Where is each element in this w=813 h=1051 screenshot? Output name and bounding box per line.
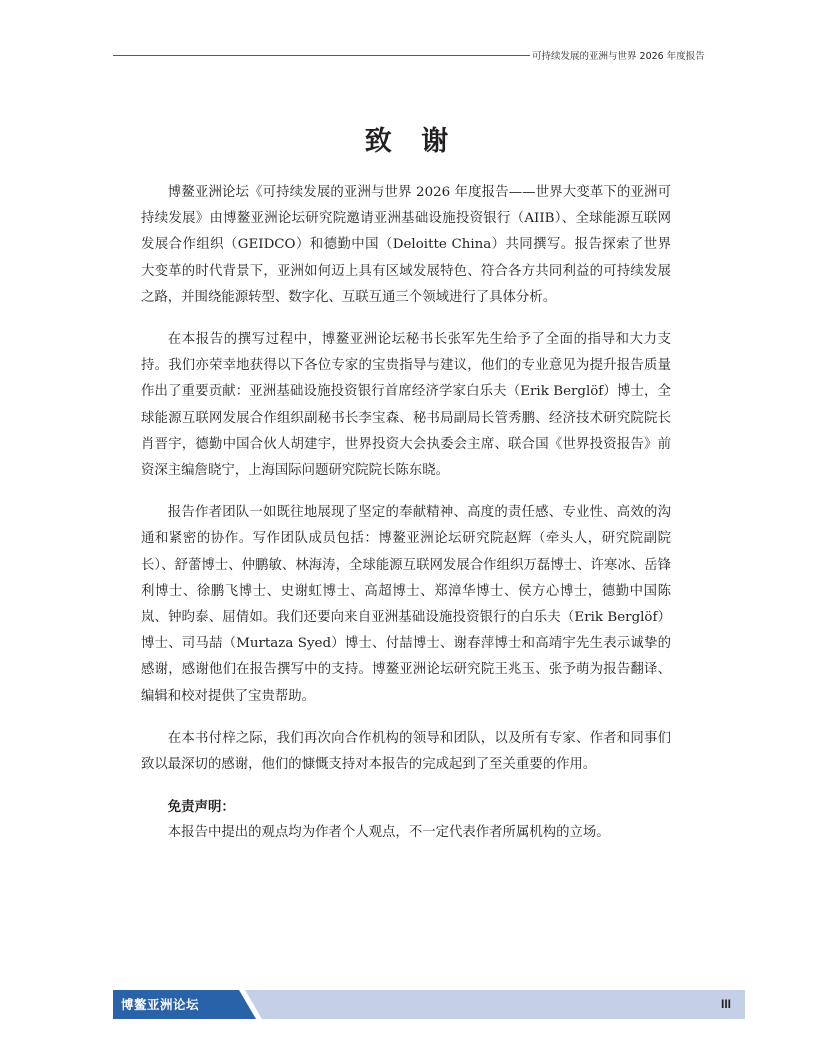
paragraph-closing: 在本书付梓之际，我们再次向合作机构的领导和团队，以及所有专家、作者和同事们致以最深切的感谢，他们的慷慨支持对本报告的完成起到了至关重要的作用。: [141, 730, 671, 773]
paragraph-intro: 博鳌亚洲论坛《可持续发展的亚洲与世界 2026 年度报告——世界大变革下的亚洲可持续发展》由博鳌亚洲论坛研究院邀请亚洲基础设施投资银行（AIIB）、全球能源互联网发展合作组织（GEIDCO）和德勤中国（Deloitte China）共同撰写。报告探索了世界大变革的时代背景下，亚洲如何迈上具有区域发展特色、符合各方共同利益的可持续发展之路，并围绕能源转型、数字化、互联互通三个领域进行了具体分析。: [141, 185, 671, 305]
footer-organization: 博鳌亚洲论坛: [121, 997, 200, 1012]
page-footer: [113, 990, 745, 1019]
page-number: III: [720, 997, 731, 1011]
paragraph-team: 报告作者团队一如既往地展现了坚定的奉献精神、高度的责任感、专业性、高效的沟通和紧密的协作。写作团队成员包括：博鳌亚洲论坛研究院赵辉（牵头人，研究院副院长）、舒蕾博士、仲鹏敏、林海涛，全球能源互联网发展合作组织万磊博士、许寒冰、岳锋利博士、徐鹏飞博士、史谢虹博士、高超博士、郑漳华博士、侯方心博士，德勤中国陈岚、钟昀泰、屈倩如。我们还要向来自亚洲基础设施投资银行的白乐夫（Erik Berglöf）博士、司马喆（Murtaza Syed）博士、付喆博士、谢春萍博士和高靖宇先生表示诚挚的感谢，感谢他们在报告撰写中的支持。博鳌亚洲论坛研究院王兆玉、张予萌为报告翻译、编辑和校对提供了宝贵帮助。: [141, 505, 671, 704]
running-header-title: 可持续发展的亚洲与世界 2026 年度报告: [532, 51, 705, 62]
paragraph-guidance: 在本报告的撰写过程中，博鳌亚洲论坛秘书长张军先生给予了全面的指导和大力支持。我们亦荣幸地获得以下各位专家的宝贵指导与建议，他们的专业意见为提升报告质量作出了重要贡献：亚洲基础设施投资银行首席经济学家白乐夫（Erik Berglöf）博士，全球能源互联网发展合作组织副秘书长李宝森、秘书局副局长管秀鹏、经济技术研究院院长肖晋宇，德勤中国合伙人胡建宇，世界投资大会执委会主席、联合国《世界投资报告》前资深主编詹晓宁，上海国际问题研究院院长陈东晓。: [141, 332, 671, 479]
header-rule: [113, 55, 530, 56]
acknowledgement-body: [141, 180, 671, 847]
disclaimer-text: 本报告中提出的观点均为作者个人观点，不一定代表作者所属机构的立场。: [167, 825, 610, 841]
page-title: 致 谢: [364, 126, 459, 157]
disclaimer-heading: 免责声明：: [167, 799, 235, 816]
